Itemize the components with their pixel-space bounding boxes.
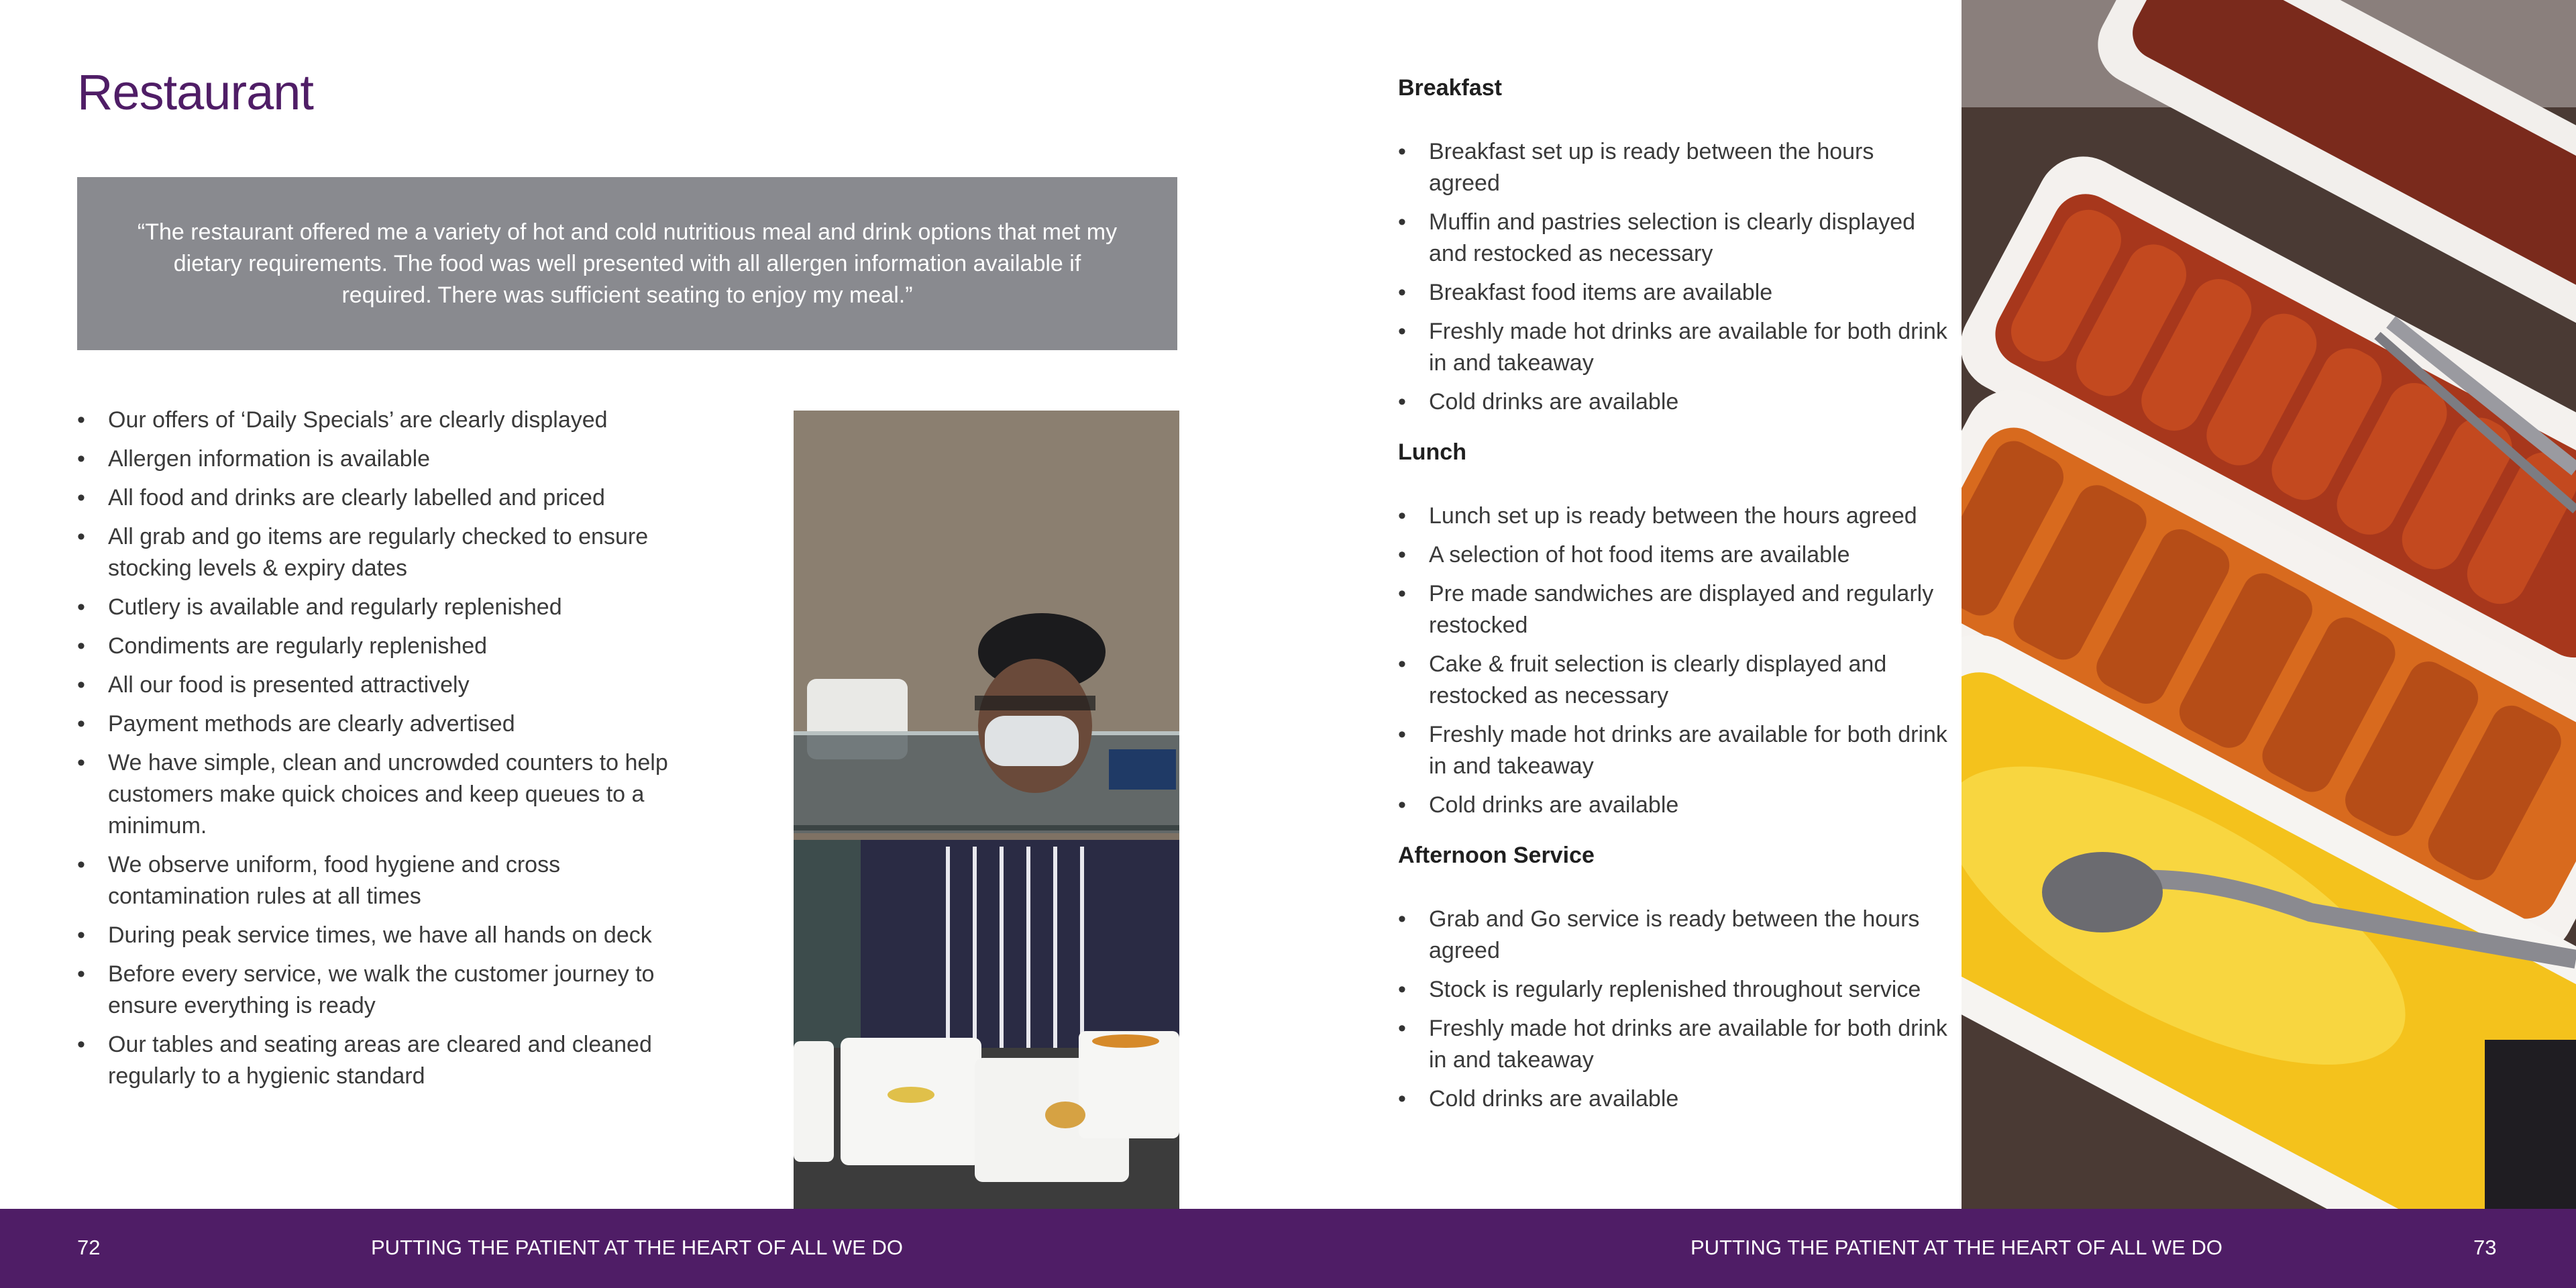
list-item: • Cake & fruit selection is clearly displayed and restocked as necessary (1398, 649, 1948, 712)
list-item: • Pre made sandwiches are displayed and regularly restocked (1398, 578, 1948, 641)
list-item: • Muffin and pastries selection is clearly displayed and restocked as necessary (1398, 207, 1948, 270)
breakfast-list (1398, 136, 1948, 418)
page-title: Restaurant (77, 64, 313, 120)
list-item: • Cold drinks are available (1398, 790, 1948, 821)
list-item: • Cutlery is available and regularly replenished (77, 592, 708, 623)
list-item: • Breakfast set up is ready between the hours agreed (1398, 136, 1948, 199)
list-item: • All grab and go items are regularly checked to ensure stocking levels & expiry dates (77, 521, 708, 584)
list-item: • Freshly made hot drinks are available for both drink in and takeaway (1398, 1013, 1948, 1076)
list-item: • A selection of hot food items are available (1398, 539, 1948, 571)
restaurant-standards-list (77, 405, 708, 1099)
list-item: • We observe uniform, food hygiene and cross contamination rules at all times (77, 849, 708, 912)
footer-tagline-right: PUTTING THE PATIENT AT THE HEART OF ALL WE DO (1690, 1236, 2222, 1259)
testimonial-quote: “The restaurant offered me a variety of hot and cold nutritious meal and drink options that met my dietary requirements. The food was well presented with all allergen information available if required. There was sufficient seating to enjoy my meal.” (137, 219, 1118, 308)
list-item: • Payment methods are clearly advertised (77, 708, 708, 740)
footer-band (0, 1209, 2576, 1288)
list-item: • Freshly made hot drinks are available for both drink in and takeaway (1398, 719, 1948, 782)
list-item: • Before every service, we walk the customer journey to ensure everything is ready (77, 959, 708, 1022)
list-item: • During peak service times, we have all hands on deck (77, 920, 708, 951)
afternoon-service-list (1398, 904, 1948, 1115)
list-item: • Lunch set up is ready between the hours agreed (1398, 500, 1948, 532)
list-item: • Cold drinks are available (1398, 1083, 1948, 1115)
service-sections (1398, 72, 1948, 1134)
list-item: • Cold drinks are available (1398, 386, 1948, 418)
page-number-right: 73 (2473, 1236, 2497, 1259)
breakfast-heading: Breakfast (1398, 75, 1502, 101)
footer-tagline-left: PUTTING THE PATIENT AT THE HEART OF ALL WE DO (371, 1236, 903, 1259)
list-item: • Allergen information is available (77, 443, 708, 475)
list-item: • Our tables and seating areas are cleared and cleaned regularly to a hygienic standard (77, 1029, 708, 1092)
page-number-left: 72 (77, 1236, 101, 1259)
breakfast-buffet-photo (1962, 0, 2576, 1209)
list-item: • Stock is regularly replenished throughout service (1398, 974, 1948, 1006)
list-item: • Freshly made hot drinks are available for both drink in and takeaway (1398, 316, 1948, 379)
list-item: • Grab and Go service is ready between the hours agreed (1398, 904, 1948, 967)
list-item: • We have simple, clean and uncrowded counters to help customers make quick choices and keep queues to a minimum. (77, 747, 708, 842)
list-item: • All food and drinks are clearly labelled and priced (77, 482, 708, 514)
testimonial-quote-box (77, 177, 1177, 350)
lunch-list (1398, 500, 1948, 821)
staff-serving-photo (794, 411, 1179, 1209)
lunch-heading: Lunch (1398, 439, 1466, 465)
list-item: • Breakfast food items are available (1398, 277, 1948, 309)
list-item: • Our offers of ‘Daily Specials’ are clearly displayed (77, 405, 708, 436)
list-item: • Condiments are regularly replenished (77, 631, 708, 662)
afternoon-service-heading: Afternoon Service (1398, 843, 1595, 868)
list-item: • All our food is presented attractively (77, 669, 708, 701)
